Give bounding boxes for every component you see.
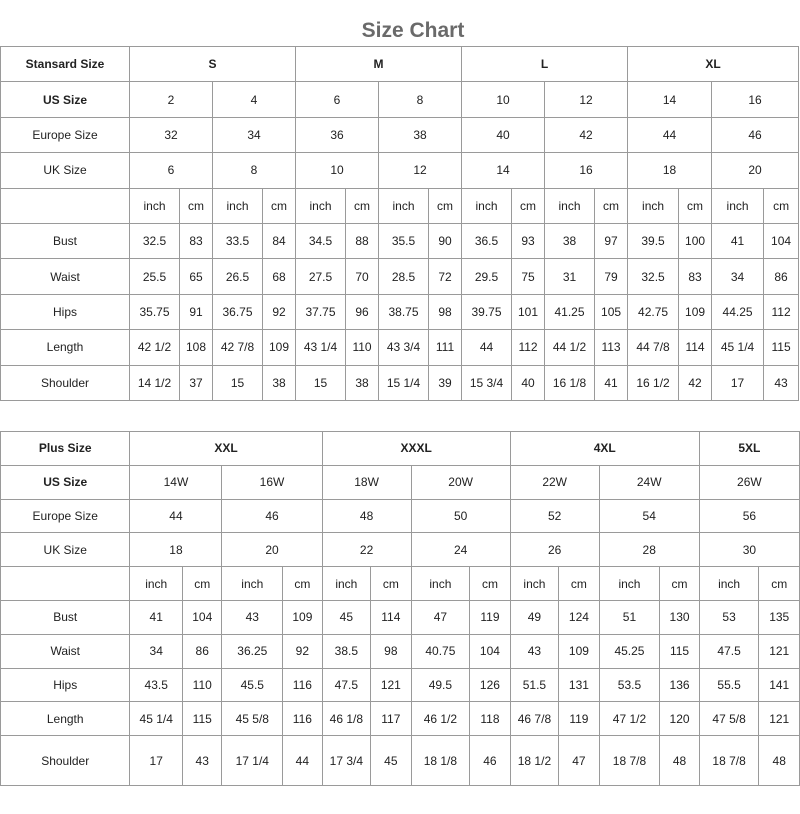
measurement-row-bust	[1, 600, 800, 634]
measurement-value: 44	[462, 330, 512, 365]
measurement-value: 45.25	[599, 634, 660, 668]
measurement-value: 121	[759, 634, 800, 668]
measurement-value: 44 1/2	[545, 330, 595, 365]
measurement-value: 41.25	[545, 294, 595, 329]
measurement-value: 43 1/4	[296, 330, 346, 365]
measurement-value: 68	[263, 259, 296, 294]
unit-cm: cm	[429, 188, 462, 223]
measurement-value: 15	[296, 365, 346, 400]
size-value: 30	[699, 533, 799, 567]
measurement-value: 47	[559, 736, 599, 786]
measurement-value: 96	[346, 294, 379, 329]
measurement-row-length	[1, 702, 800, 736]
unit-row	[1, 188, 799, 223]
size-label-m: M	[296, 47, 462, 82]
row-label: Europe Size	[1, 499, 130, 533]
measurement-label: Bust	[1, 600, 130, 634]
row-label: UK Size	[1, 153, 130, 188]
measurement-value: 32.5	[628, 259, 679, 294]
size-value: 6	[296, 82, 379, 117]
measurement-value: 43.5	[130, 668, 183, 702]
unit-cm: cm	[595, 188, 628, 223]
measurement-value: 32.5	[130, 223, 180, 258]
measurement-value: 75	[512, 259, 545, 294]
europe-size-row	[1, 117, 799, 152]
size-label-xl: XL	[628, 47, 799, 82]
measurement-value: 121	[371, 668, 411, 702]
measurement-value: 17	[130, 736, 183, 786]
measurement-value: 135	[759, 600, 800, 634]
size-value: 6	[130, 153, 213, 188]
size-value: 22	[322, 533, 411, 567]
measurement-value: 36.75	[213, 294, 263, 329]
row-label: US Size	[1, 465, 130, 499]
uk-size-row	[1, 533, 800, 567]
measurement-value: 45 1/4	[712, 330, 764, 365]
row-label: US Size	[1, 82, 130, 117]
measurement-value: 53	[699, 600, 759, 634]
size-value: 16	[545, 153, 628, 188]
measurement-row-shoulder	[1, 736, 800, 786]
measurement-value: 113	[595, 330, 628, 365]
measurement-value: 46 1/2	[411, 702, 470, 736]
measurement-value: 100	[679, 223, 712, 258]
measurement-value: 18 7/8	[599, 736, 660, 786]
size-value: 24W	[599, 465, 699, 499]
measurement-value: 45	[371, 736, 411, 786]
measurement-value: 109	[559, 634, 599, 668]
measurement-value: 48	[660, 736, 699, 786]
measurement-value: 136	[660, 668, 699, 702]
unit-cm: cm	[559, 567, 599, 601]
unit-inch: inch	[545, 188, 595, 223]
table-header-label: Stansard Size	[1, 47, 130, 82]
measurement-value: 47.5	[322, 668, 371, 702]
unit-cm: cm	[180, 188, 213, 223]
measurement-value: 39.75	[462, 294, 512, 329]
measurement-value: 55.5	[699, 668, 759, 702]
measurement-value: 14 1/2	[130, 365, 180, 400]
measurement-label: Length	[1, 330, 130, 365]
unit-inch: inch	[322, 567, 371, 601]
measurement-value: 116	[283, 668, 322, 702]
measurement-value: 29.5	[462, 259, 512, 294]
unit-inch: inch	[411, 567, 470, 601]
measurement-value: 43	[764, 365, 799, 400]
unit-row-label	[1, 188, 130, 223]
measurement-value: 47 5/8	[699, 702, 759, 736]
unit-cm: cm	[679, 188, 712, 223]
measurement-value: 124	[559, 600, 599, 634]
measurement-value: 79	[595, 259, 628, 294]
standard-size-table	[0, 46, 799, 401]
size-value: 40	[462, 117, 545, 152]
measurement-value: 88	[346, 223, 379, 258]
unit-cm: cm	[764, 188, 799, 223]
measurement-value: 17 1/4	[222, 736, 283, 786]
unit-cm: cm	[759, 567, 800, 601]
measurement-value: 112	[764, 294, 799, 329]
measurement-value: 43	[222, 600, 283, 634]
measurement-value: 86	[183, 634, 222, 668]
measurement-value: 92	[263, 294, 296, 329]
measurement-value: 104	[470, 634, 510, 668]
size-value: 18W	[322, 465, 411, 499]
size-label-l: L	[462, 47, 628, 82]
row-label: UK Size	[1, 533, 130, 567]
measurement-value: 40.75	[411, 634, 470, 668]
size-label-s: S	[130, 47, 296, 82]
size-value: 46	[712, 117, 799, 152]
size-value: 38	[379, 117, 462, 152]
measurement-value: 41	[712, 223, 764, 258]
measurement-value: 104	[183, 600, 222, 634]
measurement-value: 104	[764, 223, 799, 258]
unit-inch: inch	[379, 188, 429, 223]
measurement-value: 42 1/2	[130, 330, 180, 365]
measurement-value: 45 5/8	[222, 702, 283, 736]
measurement-value: 119	[470, 600, 510, 634]
size-header-row	[1, 432, 800, 466]
measurement-value: 141	[759, 668, 800, 702]
size-value: 10	[296, 153, 379, 188]
measurement-value: 44 7/8	[628, 330, 679, 365]
measurement-value: 25.5	[130, 259, 180, 294]
size-value: 8	[379, 82, 462, 117]
measurement-value: 28.5	[379, 259, 429, 294]
measurement-row-length	[1, 330, 799, 365]
measurement-value: 38.5	[322, 634, 371, 668]
unit-cm: cm	[283, 567, 322, 601]
measurement-label: Bust	[1, 223, 130, 258]
unit-row-label	[1, 567, 130, 601]
unit-cm: cm	[371, 567, 411, 601]
measurement-value: 114	[371, 600, 411, 634]
size-value: 16W	[222, 465, 322, 499]
size-value: 4	[213, 82, 296, 117]
row-label: Europe Size	[1, 117, 130, 152]
page-title: Size Chart	[361, 19, 465, 42]
measurement-value: 46 1/8	[322, 702, 371, 736]
size-label-xxl: XXL	[130, 432, 322, 466]
unit-inch: inch	[712, 188, 764, 223]
measurement-value: 35.75	[130, 294, 180, 329]
measurement-value: 37	[180, 365, 213, 400]
measurement-row-shoulder	[1, 365, 799, 400]
measurement-value: 48	[759, 736, 800, 786]
measurement-value: 110	[183, 668, 222, 702]
size-value: 42	[545, 117, 628, 152]
unit-inch: inch	[699, 567, 759, 601]
measurement-value: 26.5	[213, 259, 263, 294]
measurement-value: 130	[660, 600, 699, 634]
measurement-value: 36.25	[222, 634, 283, 668]
size-value: 18	[628, 153, 712, 188]
us-size-row	[1, 465, 800, 499]
measurement-value: 43	[510, 634, 559, 668]
measurement-value: 119	[559, 702, 599, 736]
table-header-label: Plus Size	[1, 432, 130, 466]
measurement-value: 36.5	[462, 223, 512, 258]
size-value: 46	[222, 499, 322, 533]
size-value: 16	[712, 82, 799, 117]
measurement-value: 41	[130, 600, 183, 634]
measurement-value: 43 3/4	[379, 330, 429, 365]
measurement-value: 90	[429, 223, 462, 258]
size-value: 26	[510, 533, 599, 567]
measurement-value: 44	[283, 736, 322, 786]
unit-inch: inch	[130, 567, 183, 601]
measurement-value: 120	[660, 702, 699, 736]
size-value: 14W	[130, 465, 222, 499]
measurement-label: Shoulder	[1, 365, 130, 400]
measurement-value: 38	[263, 365, 296, 400]
unit-cm: cm	[512, 188, 545, 223]
measurement-value: 31	[545, 259, 595, 294]
size-value: 18	[130, 533, 222, 567]
measurement-value: 72	[429, 259, 462, 294]
measurement-label: Length	[1, 702, 130, 736]
size-value: 54	[599, 499, 699, 533]
measurement-value: 34	[130, 634, 183, 668]
measurement-value: 49.5	[411, 668, 470, 702]
size-header-row	[1, 47, 799, 82]
measurement-value: 17	[712, 365, 764, 400]
measurement-value: 101	[512, 294, 545, 329]
plus-size-table	[0, 431, 800, 786]
measurement-value: 116	[283, 702, 322, 736]
measurement-value: 110	[346, 330, 379, 365]
measurement-value: 15 1/4	[379, 365, 429, 400]
size-value: 52	[510, 499, 599, 533]
measurement-value: 49	[510, 600, 559, 634]
unit-row	[1, 567, 800, 601]
size-value: 24	[411, 533, 510, 567]
measurement-value: 42	[679, 365, 712, 400]
measurement-value: 86	[764, 259, 799, 294]
measurement-value: 17 3/4	[322, 736, 371, 786]
measurement-value: 109	[283, 600, 322, 634]
measurement-value: 40	[512, 365, 545, 400]
measurement-row-hips	[1, 668, 800, 702]
uk-size-row	[1, 153, 799, 188]
measurement-label: Hips	[1, 668, 130, 702]
measurement-value: 45 1/4	[130, 702, 183, 736]
measurement-value: 111	[429, 330, 462, 365]
measurement-value: 51	[599, 600, 660, 634]
measurement-value: 70	[346, 259, 379, 294]
measurement-value: 117	[371, 702, 411, 736]
measurement-row-waist	[1, 634, 800, 668]
measurement-value: 115	[764, 330, 799, 365]
measurement-row-hips	[1, 294, 799, 329]
measurement-value: 15	[213, 365, 263, 400]
unit-inch: inch	[599, 567, 660, 601]
measurement-value: 38	[545, 223, 595, 258]
measurement-value: 16 1/8	[545, 365, 595, 400]
measurement-value: 121	[759, 702, 800, 736]
measurement-value: 35.5	[379, 223, 429, 258]
measurement-value: 47 1/2	[599, 702, 660, 736]
measurement-value: 92	[283, 634, 322, 668]
measurement-value: 41	[595, 365, 628, 400]
measurement-value: 114	[679, 330, 712, 365]
size-value: 2	[130, 82, 213, 117]
size-value: 14	[628, 82, 712, 117]
size-value: 34	[213, 117, 296, 152]
size-value: 26W	[699, 465, 799, 499]
measurement-value: 98	[371, 634, 411, 668]
measurement-value: 47	[411, 600, 470, 634]
size-value: 20W	[411, 465, 510, 499]
measurement-value: 34.5	[296, 223, 346, 258]
size-value: 28	[599, 533, 699, 567]
size-value: 50	[411, 499, 510, 533]
measurement-value: 108	[180, 330, 213, 365]
measurement-value: 27.5	[296, 259, 346, 294]
measurement-label: Waist	[1, 634, 130, 668]
measurement-value: 83	[180, 223, 213, 258]
measurement-value: 115	[183, 702, 222, 736]
unit-inch: inch	[510, 567, 559, 601]
size-value: 48	[322, 499, 411, 533]
measurement-value: 109	[263, 330, 296, 365]
size-value: 20	[222, 533, 322, 567]
measurement-value: 112	[512, 330, 545, 365]
measurement-value: 115	[660, 634, 699, 668]
measurement-value: 34	[712, 259, 764, 294]
size-value: 56	[699, 499, 799, 533]
measurement-row-bust	[1, 223, 799, 258]
measurement-value: 18 1/8	[411, 736, 470, 786]
unit-inch: inch	[296, 188, 346, 223]
us-size-row	[1, 82, 799, 117]
measurement-value: 105	[595, 294, 628, 329]
size-value: 32	[130, 117, 213, 152]
measurement-value: 33.5	[213, 223, 263, 258]
unit-inch: inch	[628, 188, 679, 223]
measurement-value: 38	[346, 365, 379, 400]
measurement-value: 45.5	[222, 668, 283, 702]
unit-cm: cm	[660, 567, 699, 601]
measurement-value: 42 7/8	[213, 330, 263, 365]
measurement-value: 47.5	[699, 634, 759, 668]
unit-cm: cm	[263, 188, 296, 223]
unit-cm: cm	[183, 567, 222, 601]
size-value: 10	[462, 82, 545, 117]
unit-cm: cm	[470, 567, 510, 601]
measurement-value: 83	[679, 259, 712, 294]
size-value: 22W	[510, 465, 599, 499]
measurement-label: Shoulder	[1, 736, 130, 786]
size-value: 12	[379, 153, 462, 188]
size-label-5xl: 5XL	[699, 432, 799, 466]
measurement-value: 38.75	[379, 294, 429, 329]
unit-inch: inch	[213, 188, 263, 223]
measurement-value: 44.25	[712, 294, 764, 329]
measurement-label: Waist	[1, 259, 130, 294]
size-value: 36	[296, 117, 379, 152]
unit-cm: cm	[346, 188, 379, 223]
measurement-value: 43	[183, 736, 222, 786]
measurement-value: 118	[470, 702, 510, 736]
size-value: 44	[130, 499, 222, 533]
measurement-value: 18 1/2	[510, 736, 559, 786]
size-label-4xl: 4XL	[510, 432, 699, 466]
size-value: 14	[462, 153, 545, 188]
measurement-value: 42.75	[628, 294, 679, 329]
measurement-value: 126	[470, 668, 510, 702]
measurement-value: 98	[429, 294, 462, 329]
measurement-value: 51.5	[510, 668, 559, 702]
unit-inch: inch	[130, 188, 180, 223]
measurement-value: 131	[559, 668, 599, 702]
measurement-value: 53.5	[599, 668, 660, 702]
measurement-value: 45	[322, 600, 371, 634]
measurement-value: 39	[429, 365, 462, 400]
measurement-row-waist	[1, 259, 799, 294]
size-value: 8	[213, 153, 296, 188]
measurement-value: 15 3/4	[462, 365, 512, 400]
measurement-value: 91	[180, 294, 213, 329]
measurement-value: 84	[263, 223, 296, 258]
size-label-xxxl: XXXL	[322, 432, 510, 466]
size-value: 12	[545, 82, 628, 117]
europe-size-row	[1, 499, 800, 533]
measurement-value: 39.5	[628, 223, 679, 258]
measurement-value: 109	[679, 294, 712, 329]
measurement-value: 46	[470, 736, 510, 786]
size-value: 44	[628, 117, 712, 152]
size-value: 20	[712, 153, 799, 188]
measurement-value: 46 7/8	[510, 702, 559, 736]
measurement-value: 93	[512, 223, 545, 258]
measurement-value: 97	[595, 223, 628, 258]
measurement-value: 65	[180, 259, 213, 294]
measurement-value: 16 1/2	[628, 365, 679, 400]
unit-inch: inch	[222, 567, 283, 601]
measurement-label: Hips	[1, 294, 130, 329]
unit-inch: inch	[462, 188, 512, 223]
measurement-value: 18 7/8	[699, 736, 759, 786]
measurement-value: 37.75	[296, 294, 346, 329]
